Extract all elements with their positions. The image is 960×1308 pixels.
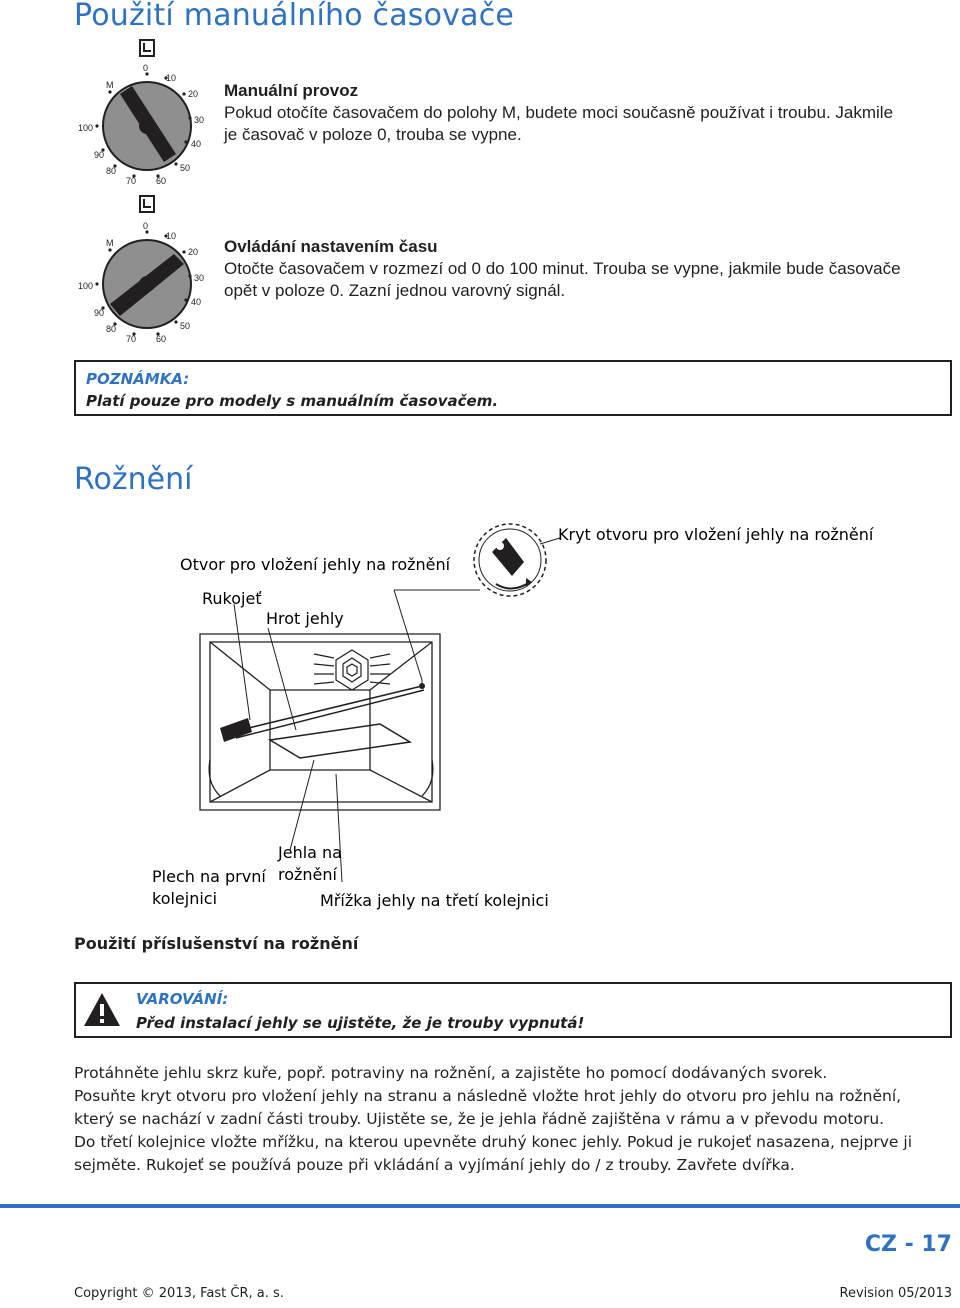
timed-mode-text (224, 236, 954, 302)
dial-tick: 50 (180, 321, 191, 331)
instruction-line: Do třetí kolejnice vložte mřížku, na kterou upevněte druhý konec jehly. Pokud je rukojeť nasazena, nejprve ji (74, 1133, 912, 1151)
footer-rule (0, 1204, 960, 1208)
instruction-line: který se nachází v zadní části trouby. Ujistěte se, že je jehla řádně zajištěna v rámu a v převodu motoru. (74, 1110, 885, 1128)
handle-label: Rukojeť (202, 589, 262, 608)
section-title: Rožnění (74, 462, 193, 497)
dial-tick: M (106, 80, 114, 90)
warning-label: VAROVÁNÍ: (136, 990, 229, 1008)
tray-label-1: Plech na první (152, 867, 266, 886)
dial-tick: 80 (106, 166, 117, 176)
dial-tick: 80 (106, 324, 117, 334)
dial-tick: 40 (191, 139, 202, 149)
timer-dial-manual (72, 36, 212, 192)
rotisserie-diagram (140, 510, 900, 920)
dial-tick: 90 (94, 308, 105, 318)
dial-tick: 60 (156, 334, 167, 344)
manual-mode-text (224, 80, 954, 146)
timer-dial-timed (72, 192, 212, 350)
note-text: Platí pouze pro modely s manuálním časovačem. (86, 392, 499, 410)
tip-label: Hrot jehly (266, 609, 344, 628)
manual-mode-line: Pokud otočíte časovačem do polohy M, budete moci současně používat i troubu. Jakmile (224, 103, 894, 122)
hole-cover-icon (474, 524, 546, 596)
hole-label: Otvor pro vložení jehly na rožnění (180, 555, 451, 574)
dial-tick: 10 (166, 73, 177, 83)
tray-label-2: kolejnici (152, 889, 218, 908)
dial-tick: 30 (194, 273, 205, 283)
warning-icon (82, 990, 122, 1030)
dial-tick: 0 (143, 221, 149, 231)
instruction-line: sejměte. Rukojeť se používá pouze při vkládání a vyjímání jehly do / z trouby. Zavřete dvířka. (74, 1156, 795, 1174)
dial-tick: 70 (126, 176, 137, 186)
manual-mode-line: je časovač v poloze 0, trouba se vypne. (224, 125, 522, 144)
warning-text: Před instalací jehly se ujistěte, že je trouby vypnutá! (136, 1014, 585, 1032)
dial-tick: 50 (180, 163, 191, 173)
dial-tick: 10 (166, 231, 177, 241)
cover-label: Kryt otvoru pro vložení jehly na rožnění (558, 525, 874, 544)
page-title: Použití manuálního časovače (74, 0, 515, 33)
dial-tick: 100 (78, 123, 94, 133)
clock-icon (140, 40, 154, 56)
dial-tick: 0 (143, 63, 149, 73)
warning-box (74, 982, 952, 1038)
note-label: POZNÁMKA: (86, 370, 190, 388)
dial-tick: 40 (191, 297, 202, 307)
timed-mode-line: opět v poloze 0. Zazní jednou varovný signál. (224, 281, 566, 300)
accessories-heading: Použití příslušenství na rožnění (74, 934, 359, 953)
dial-tick: 20 (188, 89, 199, 99)
dial-tick: 70 (126, 334, 137, 344)
dial-tick: 60 (156, 176, 167, 186)
dial-tick: 90 (94, 150, 105, 160)
spit-label-1: Jehla na (278, 843, 342, 862)
grid-label: Mřížka jehly na třetí kolejnici (320, 891, 549, 910)
dial-tick: 30 (194, 115, 205, 125)
copyright: Copyright © 2013, Fast ČR, a. s. (74, 1286, 284, 1301)
timed-mode-heading: Ovládání nastavením času (224, 237, 438, 256)
instruction-line: Protáhněte jehlu skrz kuře, popř. potraviny na rožnění, a zajistěte ho pomocí dodávaných svorek. (74, 1064, 828, 1082)
clock-icon (140, 196, 154, 212)
timed-mode-line: Otočte časovačem v rozmezí od 0 do 100 minut. Trouba se vypne, jakmile bude časovače (224, 259, 901, 278)
dial-tick: M (106, 238, 114, 248)
manual-mode-heading: Manuální provoz (224, 81, 359, 100)
note-box (74, 360, 952, 416)
spit-label-2: rožnění (278, 865, 337, 884)
page-number: CZ - 17 (864, 1232, 952, 1257)
dial-tick: 20 (188, 247, 199, 257)
instructions (74, 1062, 960, 1177)
instruction-line: Posuňte kryt otvoru pro vložení jehly na stranu a následně vložte hrot jehly do otvoru pro jehlu na rožnění, (74, 1087, 902, 1105)
revision: Revision 05/2013 (839, 1286, 952, 1301)
dial-tick: 100 (78, 281, 94, 291)
